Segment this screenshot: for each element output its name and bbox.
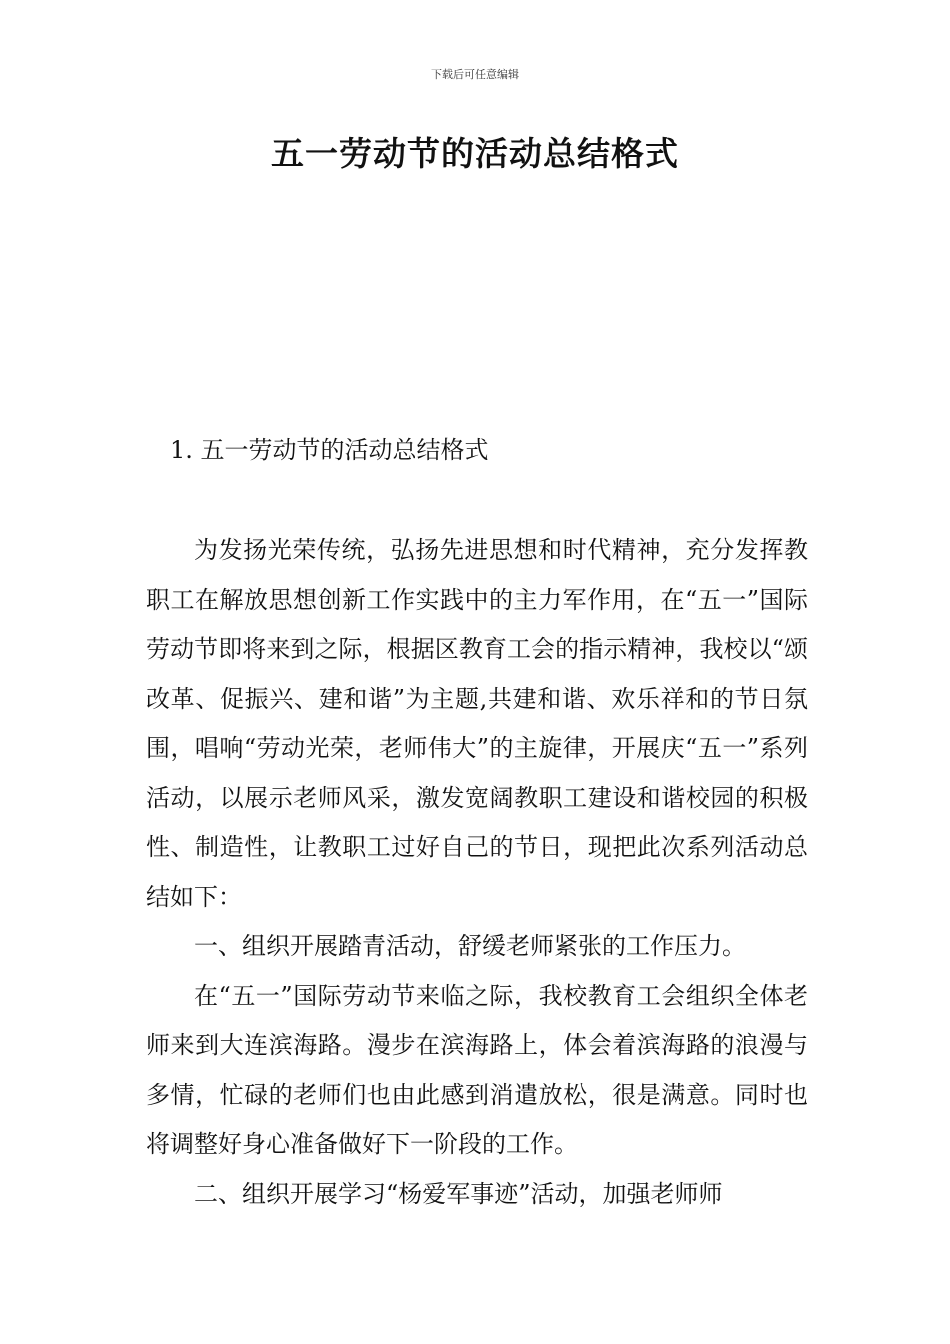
document-body [146,526,808,1219]
paragraph-item-one: 一、组织开展踏青活动，舒缓老师紧张的工作压力。 [194,932,746,960]
section-heading: 1. 五一劳动节的活动总结格式 [170,436,489,464]
paragraph-item-one-detail: 在“五一”国际劳动节来临之际，我校教育工会组织全体老师来到大连滨海路。漫步在滨海路上，体会着滨海路的浪漫与多情，忙碌的老师们也由此感到消遣放松，很是满意。同时也将调整好身心准备做好下一阶段的工作。 [146,981,808,1158]
header-note: 下载后可任意编辑 [431,68,519,81]
paragraph-item-two: 二、组织开展学习“杨爱军事迹”活动，加强老师师 [194,1179,723,1208]
document-title: 五一劳动节的活动总结格式 [271,134,679,173]
paragraph-intro: 为发扬光荣传统，弘扬先进思想和时代精神，充分发挥教职工在解放思想创新工作实践中的主力军作用，在“五一”国际劳动节即将来到之际，根据区教育工会的指示精神，我校以“颂改革、促振兴、建和谐”为主题,共建和谐、欢乐祥和的节日氛围，唱响“劳动光荣，老师伟大”的主旋律，开展庆“五一”系列活动，以展示老师风采，激发宽阔教职工建设和谐校园的积极性、制造性，让教职工过好自己的节日，现把此次系列活动总结如下： [146,536,808,911]
